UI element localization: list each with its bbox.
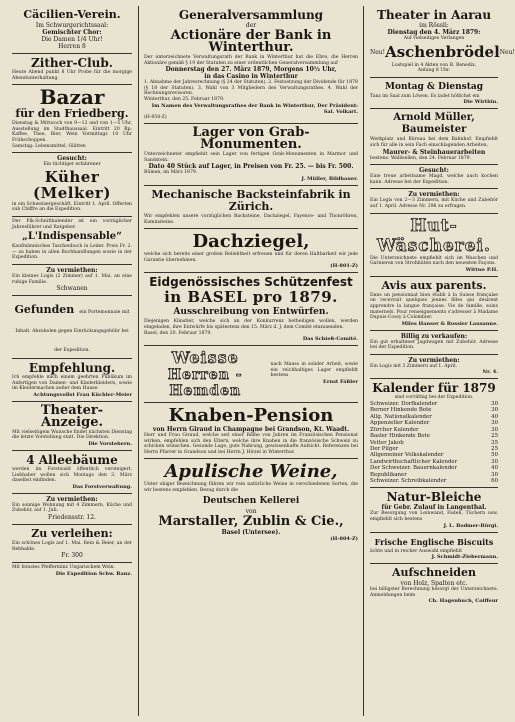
ad-aufschneiden: Aufschneiden von Holz, Spalten etc. bei billigster Berechnung besorgt der Unterzeichnete. Anmeldungen beim Ch. Hagenbuch, Coiffeur (370, 566, 498, 605)
ad-alleebaeume: 4 Alleebäume werden im Forstwald öffentlich versteigert. Liebhaber wollen sich Montags den 3. März daselbst einfinden. Das Forstverwaltung. (12, 451, 132, 494)
kalender-item-name: Landwirthschaftlicher Kalender (370, 458, 458, 465)
kalender-item-price: 30 (491, 407, 498, 414)
ad-theater-anzeige: Theater-Anzeige. Mit vielseitigem Wunsche findet nächsten Dienstag die letzte Vorstellung statt. Die Direktion. Die Vorstehern. (12, 402, 132, 451)
kalender-item-name: Allgemeiner Volkskalender (370, 452, 444, 459)
column-left (12, 6, 132, 716)
ad-kalender: Kalender für 1879 sind vorräthig bei der Expedition. Schweizer. Dorfkalender 30 Berner Hinkende Bote 30 Allg. Nationalkalender 40 Appenzeller Kalender 30 Zürcher Kalender 30 Basler Hinkende Bote 25 Vetter Jakob 35 Der Pilger 25 Allgemeiner Volkskalender 50 Landwirthschaftlicher Kalender 30 Der Schweizer. Bauernkalender 40 Republikaner 30 Schweizer. Schreibkalender 60 (370, 379, 498, 488)
kalender-item-name: Der Schweizer. Bauernkalender (370, 465, 457, 472)
ad-tanz: Montag & Dienstag Tanz im Saal zum Löwen. Es ladet höflichst ein Die Wirthin. (370, 78, 498, 110)
ad-schuetzenfest: Eidgenössisches Schützenfest in BASEL pro 1879. Ausschreibung von Entwürfen. Diejenigen Künstler, welche sich an der Konkurrenz betheiligen wollen, werden eingeladen, ihre Entwürfe bis spätestens den 15. März d. J. dem Comité einzusenden. Basel, den 20. Februar 1879. Das Schieß-Comité. (144, 273, 358, 346)
ad-empfehlung: Empfehlung. Ich empfehle mich einem geehrten Publikum im Anfertigen von Damen- und Kinderkleidern, sowie im Kleidermachen außer dem Hause. Achtungsvollst Frau Küchler-Meier (12, 359, 132, 402)
kalender-item-price: 25 (491, 433, 498, 440)
ad-lindispensable: Der Pik-Schnittkalender ist ein vorzüglicher Jahresführer und Ratgeber. „L'Indispensable“ Kaufmännisches Taschenbuch in Leder. Preis Fr. 2. — zu haben in allen Buchhandlungen sowie in der Expedition. (12, 217, 132, 265)
kalender-item-name: Schweizer. Dorfkalender (370, 401, 438, 408)
kalender-item-name: Allg. Nationalkalender (370, 413, 432, 420)
ad-gesucht-kueher: Gesucht: Ein tüchtiger erfahrener Küher (Melker) in ein Schweizergeschäft, Eintritt 1. April. Offerten sub Chiffre an die Expedition. (12, 153, 132, 217)
ad-generalversammlung: Generalversammlung der Actionäre der Bank in Winterthur. Der unterzeichnete Verwaltungsrath der Bank in Winterthur hat die Ehre, die Herren Aktionäre gemäß § 19 der Statuten zu einer ordentlichen Generalversammlung auf Donnerstag den 27. März 1879, Morgens 10½ Uhr, in das Casino in Winterthur 1. Abnahme der Jahresrechnung (§ 24 der Statuten). 2. Festsetzung der Dividende für 1878 (§ 18 der Statuten). 3. Wahl von 3 Mitgliedern des Verwaltungsrathes. 4. Wahl der Rechnungsrevisoren. Winterthur, den 25. Februar 1879. Im Namen des Verwaltungsrathes der Bank in Winterthur, Der Präsident: Sal. Volkart. (H-858-Z) (144, 6, 358, 124)
kalender-item-price: 60 (491, 477, 498, 484)
ad-herren-hemden: Weisse Herren - Hemden nach Maass in solider Arbeit, sowie ein reichhaltiges Lager empfiehlt bestens Ernst Fäßler (144, 346, 358, 403)
ad-theater-aarau: Theater in Aarau im Rössli: Dienstag den 4. März 1879: Auf vielseitiges Verlangen Neu! Aschenbrödel Neu! Lustspiel in 4 Akten von R. Benedix. Anfang 8 Uhr. (370, 6, 498, 78)
kalender-item-name: Basler Hinkende Bote (370, 433, 430, 440)
ad-hut-waescherei: Hut-Wäscherei. Die Unterzeichnete empfiehlt sich im Waschen und Garnieren von Strohhüten nach den neuesten Façons. Wittwe P.H. (370, 214, 498, 277)
ad-vermieten-4: Zu vermiethen: Ein Logis mit 3 Zimmern auf 1. April. Nr. 4. (370, 355, 498, 380)
ad-apulische-weine: Apulische Weine, Unter obiger Bezeichnung führen wir rein natürliche Weine in verschiedenen Sorten, die wir bestens empfehlen. Bezug durch die Deutschen Kellerei von Marstaller, Zublin & Cie., Basel (Untersee). (H-804-Z) (144, 461, 358, 542)
ad-gefunden: Gefunden ein Portemonnaie mit Inhalt. Abzuholen gegen Einrückungsgebühr bei der Expedition. (12, 296, 132, 359)
kalender-item-price: 30 (491, 401, 498, 408)
kalender-item-price: 40 (491, 465, 498, 472)
ad-biscuits: Frische Englische Biscuits ächte und in reicher Auswahl empfiehlt J. Schmidt-Ziebermann. (370, 533, 498, 565)
kalender-item (370, 478, 498, 484)
kalender-item-name: Republikaner (370, 471, 407, 478)
kalender-item-name: Zürcher Kalender (370, 426, 419, 433)
ad-dachziegel: Dachziegel, welche sich bereits einer großen Beliebtheit erfreuen und für deren Haltbarkeit wir jede Garantie übernehmen. (H-801-Z) (144, 229, 358, 273)
ad-title: Zither-Club. (31, 56, 113, 70)
column-center (138, 6, 364, 716)
kalender-list (370, 401, 498, 484)
ad-title: Bazar (39, 85, 105, 110)
kalender-item-name: Der Pilger (370, 445, 399, 452)
kalender-item-name: Schweizer. Schreibkalender (370, 477, 447, 484)
kalender-item-name: Appenzeller Kalender (370, 420, 430, 427)
ad-natur-bleiche: Natur-Bleiche für Gebr. Zulauf in Langenthal. Zur Besorgung von Leinwand, Faden, Tüchern usw. empfiehlt sich bestens J. L. Bodmer-Bürgi. (370, 488, 498, 532)
ad-arnold-mueller: Arnold Müller, Baumeister Werkplatz und Büreau bei dem Bahnhof. Empfiehlt sich für alle in sein Fach einschlagenden Arbeiten, Maurer- & Steinhauerarbeiten bestens. Wallisellen, den 24. Februar 1879. (370, 109, 498, 165)
kalender-item-name: Berner Hinkende Bote (370, 407, 432, 414)
ad-grab-monumente: Lager von Grab-Monumenten. Unterzeichneter empfiehlt sein Lager von fertigen Grab-Monumenten in Marmor und Sandstein. Dato 40 Stück auf Lager, in Preisen von Fr. 25. — bis Fr. 500. Bümen, im März 1879. J. Müller, Bildhauer. (144, 124, 358, 186)
kalender-item-price: 30 (491, 458, 498, 465)
kalender-item-price: 35 (491, 439, 498, 446)
ad-bazar: Bazar für den Friedberg. Dienstag & Mittwoch von 9—12 und von 1—5 Uhr, Ausstellung im Stadthaussaal. Eintritt 20 Rp. Kaffee, Thee, Bier, Wein Vormittags 10 Uhr Frühschoppen. Samstag: Lebensmittel, Glätten (12, 85, 132, 153)
ad-avis-parents: Avis aux parents. Dans un pensionnat bien établi à la Suisse française on recevrait quelques jeunes filles qui désirent apprendre la langue française. Vie de famille, soins maternels. Pour renseignements s'adresser à Madame Dupuis-Cossy à Colombier. Mlles Hanser & Rossier Lausanne. (370, 277, 498, 331)
ad-gesucht-magd: Gesucht: Eine treue arbeitsame Magd, welche auch kochen kann. Adresse bei der Expedition. (370, 165, 498, 189)
kalender-item-price: 30 (491, 426, 498, 433)
ad-verleihen: Zu verleihen: Ein schönes Logis auf 1. Mai. Rein & Beier, an der Rebhalde. Fr. 300 (12, 525, 132, 563)
kalender-item-price: 50 (491, 452, 498, 459)
kalender-item-price: 30 (491, 420, 498, 427)
kalender-item-name: Vetter Jakob (370, 439, 404, 446)
ad-backsteinfabrik: Mechanische Backsteinfabrik in Zürich. Wir empfehlen unsere vorzüglichen Backsteine, Dachziegel, Fayence- und Thonröhren, Kaminsteine. (144, 186, 358, 229)
kalender-item-price: 40 (491, 413, 498, 420)
kalender-item-price: 30 (491, 471, 498, 478)
ad-vermieten-1: Zu vermiethen: Ein kleines Logis (2 Zimmer) auf 1. Mai, an eine ruhige Familie. Schwanen (12, 265, 132, 296)
ad-knaben-pension: Knaben-Pension von Herrn Giraud in Champagne bei Grandson, Kt. Waadt. Herr und Frau Giraud, welche seit einer Reihe von Jahren im Französischen Pensionat wirken, empfehlen sich den Eltern, welche ihre Knaben in die französische Schweiz zu schicken wünschen. Gesunde Lage, gute Nahrung, gewissenhafte Aufsicht. Referenzen bei Herrn Pfarrer in Grandson und bei Herrn J. Hirzel in Winterthur. (144, 403, 358, 459)
kalender-item-price: 25 (491, 445, 498, 452)
ad-vermieten-2: Zu vermiethen: Ein sonnige Wohnung mit 4 Zimmern, Küche und Zubehör, auf 1. Juli. Friedensstr. 12. (12, 494, 132, 525)
ad-footer-left: Mit feinstes Pfefferminz Ungarischem Wein. Die Expedition Schw. Ranz. (12, 565, 132, 577)
ad-title: Cäcilien-Verein. (23, 8, 121, 21)
ad-zither: Zither-Club. Heute Abend punkt 8 Uhr Probe für die morgige Abendunterhaltung. (12, 54, 132, 85)
column-right (370, 6, 515, 716)
ad-vermieten-3: Zu vermiethen: Ein Logis von 2—3 Zimmern, mit Küche und Zubehör auf 1. April. Adresse Nr. 298 zu erfragen. (370, 189, 498, 213)
ad-billig-verkaufen: Billig zu verkaufen: Ein gut erhaltener Jagdwagen mit Zubehör. Adresse bei der Expedition. (370, 331, 498, 355)
ad-caecilien: Cäcilien-Verein. Im Schwurgerichtssaal: Gemischter Chor: Die Damen 1/4 Uhr! Herren 8 (12, 6, 132, 54)
